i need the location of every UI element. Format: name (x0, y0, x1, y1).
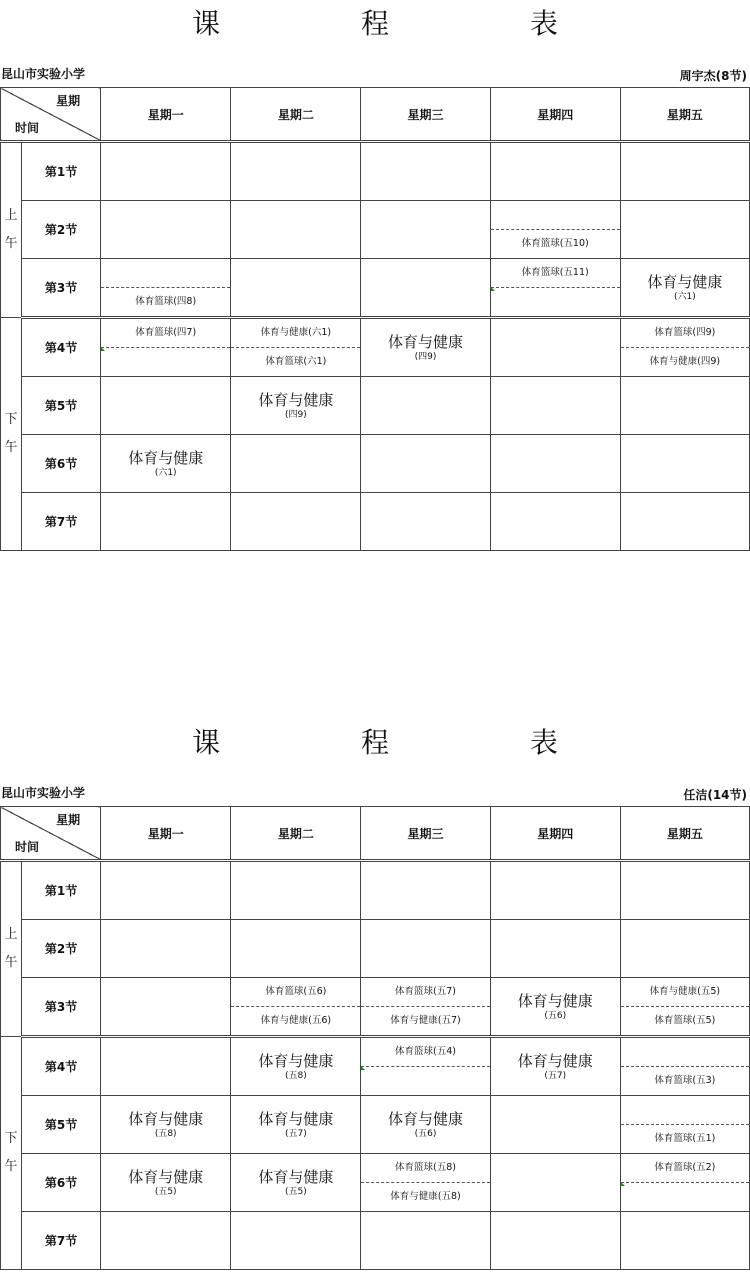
comment-marker-icon (491, 287, 495, 291)
period-row (1, 142, 750, 201)
schedule-cell (620, 377, 749, 435)
course-name: 体育与健康 (647, 272, 723, 291)
period-label: 第5节 (22, 1096, 101, 1154)
schedule-cell (490, 259, 620, 318)
schedule-cell (101, 978, 231, 1037)
class-name: (五6) (414, 1128, 437, 1139)
split-cell (491, 259, 620, 316)
afternoon-label: 下午 (1, 318, 22, 551)
day-header: 星期三 (361, 88, 490, 142)
period-label: 第6节 (22, 435, 101, 493)
schedule-cell (101, 920, 231, 978)
schedule-cell (620, 493, 749, 551)
schedule-cell (490, 1154, 620, 1212)
period-label: 第2节 (22, 920, 101, 978)
schedule-cell (490, 318, 620, 377)
diagonal-header-cell (1, 807, 101, 861)
class-name: (五8) (154, 1128, 177, 1139)
course-slot-top: 体育篮球(五11) (491, 259, 620, 288)
period-row (1, 1154, 750, 1212)
split-cell (621, 1154, 749, 1211)
course-slot-bottom: 体育与健康(五8) (390, 1191, 461, 1202)
course-name: 体育与健康 (517, 1051, 593, 1070)
period-row (1, 1037, 750, 1096)
schedule-title: 课 程 表 (192, 7, 624, 40)
course-slot-top: 体育篮球(五7) (361, 978, 489, 1007)
schedule-cell (101, 259, 231, 318)
comment-marker-icon (101, 347, 105, 351)
course-slot-bottom (621, 1183, 749, 1211)
period-row (1, 1096, 750, 1154)
split-cell (231, 319, 360, 376)
schedule-cell (231, 259, 361, 318)
schedule-cell (620, 142, 749, 201)
course-name: 体育与健康 (258, 1109, 334, 1128)
schedule-cell (490, 861, 620, 920)
course-name: 体育与健康 (128, 1167, 204, 1186)
schedule-cell (231, 201, 361, 259)
course-slot-top: 体育篮球(四9) (621, 319, 749, 348)
course-slot-bottom (361, 1067, 489, 1095)
period-label: 第5节 (22, 377, 101, 435)
class-name: (五7) (544, 1070, 567, 1081)
schedule-cell (620, 259, 749, 318)
schedule-cell (101, 201, 231, 259)
course-name: 体育与健康 (258, 390, 334, 409)
class-name: (四9) (414, 351, 437, 362)
schedule-cell (361, 493, 490, 551)
period-label: 第3节 (22, 259, 101, 318)
header-time-label: 时间 (15, 840, 40, 854)
schedule-cell (231, 978, 361, 1037)
schedule-cell (620, 861, 749, 920)
schedule-title: 课 程 表 (192, 726, 624, 759)
course-slot-top: 体育篮球(五8) (361, 1154, 489, 1183)
morning-label: 上午 (1, 861, 22, 1037)
schedule-cell (101, 1096, 231, 1154)
diagonal-header-cell (1, 88, 101, 142)
period-row (1, 201, 750, 259)
schedule-cell (361, 1037, 490, 1096)
course-slot-top: 体育与健康(五5) (621, 978, 749, 1007)
class-name: (六1) (154, 467, 177, 478)
schedule-cell (620, 978, 749, 1037)
schedule-cell (490, 920, 620, 978)
comment-marker-icon (621, 1182, 625, 1186)
course-slot-top (621, 1096, 749, 1125)
split-cell (621, 978, 749, 1035)
schedule-cell (620, 1212, 749, 1270)
period-label: 第7节 (22, 1212, 101, 1270)
schedule-cell (620, 920, 749, 978)
schedule-cell (361, 259, 490, 318)
day-header: 星期二 (231, 807, 361, 861)
period-label: 第4节 (22, 1037, 101, 1096)
split-cell (361, 1154, 489, 1211)
day-header: 星期三 (361, 807, 490, 861)
schedule-cell (231, 861, 361, 920)
day-header: 星期二 (231, 88, 361, 142)
period-label: 第1节 (22, 861, 101, 920)
period-label: 第1节 (22, 142, 101, 201)
schedule-cell (620, 1096, 749, 1154)
schedule-cell (101, 142, 231, 201)
period-row (1, 377, 750, 435)
period-row (1, 861, 750, 920)
course-slot-top (491, 201, 620, 230)
period-label: 第7节 (22, 493, 101, 551)
schedule-cell (231, 1212, 361, 1270)
course-slot-bottom (101, 348, 230, 376)
schedule-cell (231, 920, 361, 978)
schedule-cell (620, 201, 749, 259)
schedule-cell (101, 377, 231, 435)
schedule-cell (231, 318, 361, 377)
course-slot-top: 体育篮球(五6) (231, 978, 360, 1007)
schedule-cell (101, 1037, 231, 1096)
split-cell (101, 259, 230, 316)
period-row (1, 493, 750, 551)
schedule-cell (361, 318, 490, 377)
schedule-cell (620, 435, 749, 493)
course-slot-bottom: 体育与健康(五6) (260, 1015, 332, 1026)
schedule-cell (490, 142, 620, 201)
split-cell (101, 319, 230, 376)
schedule-cell (101, 435, 231, 493)
schedule-cell (101, 493, 231, 551)
course-name: 体育与健康 (258, 1167, 334, 1186)
school-name: 昆山市实验小学 (1, 786, 86, 800)
course-name: 体育与健康 (388, 332, 464, 351)
split-cell (491, 201, 620, 258)
schedule-cell (231, 1096, 361, 1154)
schedule-cell (620, 1154, 749, 1212)
day-header: 星期一 (101, 807, 231, 861)
split-cell (231, 978, 360, 1035)
schedule-cell (231, 435, 361, 493)
period-label: 第6节 (22, 1154, 101, 1212)
teacher-name: 周宇杰(8节) (679, 69, 747, 83)
course-name: 体育与健康 (258, 1051, 334, 1070)
class-name: (五5) (284, 1186, 307, 1197)
course-slot-bottom: 体育篮球(五3) (654, 1075, 716, 1086)
course-slot-bottom: 体育篮球(五10) (521, 238, 589, 249)
schedule-cell (490, 1096, 620, 1154)
schedule-cell (231, 142, 361, 201)
split-cell (621, 1038, 749, 1095)
school-name: 昆山市实验小学 (1, 67, 86, 81)
course-slot-top (621, 1038, 749, 1067)
course-slot-bottom: 体育篮球(六1) (265, 356, 327, 367)
afternoon-label: 下午 (1, 1037, 22, 1270)
header-row (1, 807, 750, 861)
day-header: 星期四 (490, 88, 620, 142)
period-label: 第4节 (22, 318, 101, 377)
schedule-cell (361, 861, 490, 920)
course-slot-top: 体育篮球(五4) (361, 1038, 489, 1067)
schedule-cell (361, 377, 490, 435)
period-row (1, 978, 750, 1037)
schedule-cell (490, 978, 620, 1037)
course-slot-top (101, 259, 230, 288)
header-time-label: 时间 (15, 121, 40, 135)
header-weekday-label: 星期 (56, 813, 81, 827)
course-name: 体育与健康 (388, 1109, 464, 1128)
schedule-cell (361, 142, 490, 201)
schedule-cell (231, 493, 361, 551)
course-name: 体育与健康 (128, 1109, 204, 1128)
class-name: (五6) (544, 1010, 567, 1021)
class-name: (五5) (154, 1186, 177, 1197)
header-row (1, 88, 750, 142)
course-slot-bottom: 体育篮球(四8) (135, 296, 197, 307)
class-name: (五8) (284, 1070, 307, 1081)
course-slot-top: 体育篮球(五2) (621, 1154, 749, 1183)
schedule-cell (101, 318, 231, 377)
period-label: 第3节 (22, 978, 101, 1037)
schedule-cell (361, 201, 490, 259)
course-slot-bottom (491, 288, 620, 316)
split-cell (621, 319, 749, 376)
course-slot-bottom: 体育与健康(四9) (649, 356, 721, 367)
course-slot-bottom: 体育与健康(五7) (390, 1015, 461, 1026)
schedule-cell (101, 1212, 231, 1270)
schedule-cell (361, 1154, 490, 1212)
schedule-cell (101, 861, 231, 920)
course-slot-top: 体育与健康(六1) (231, 319, 360, 348)
schedule-cell (490, 377, 620, 435)
schedule-cell (231, 1037, 361, 1096)
schedule-cell (490, 493, 620, 551)
split-cell (621, 1096, 749, 1153)
morning-label: 上午 (1, 142, 22, 318)
day-header: 星期四 (490, 807, 620, 861)
day-header: 星期一 (101, 88, 231, 142)
course-slot-top: 体育篮球(四7) (101, 319, 230, 348)
schedule-cell (361, 1096, 490, 1154)
class-name: (五7) (284, 1128, 307, 1139)
teacher-name: 任洁(14节) (683, 788, 747, 802)
period-row (1, 1212, 750, 1270)
schedule-cell (101, 1154, 231, 1212)
schedule-cell (620, 1037, 749, 1096)
course-name: 体育与健康 (128, 448, 204, 467)
schedule-cell (361, 435, 490, 493)
period-label: 第2节 (22, 201, 101, 259)
header-weekday-label: 星期 (56, 94, 81, 108)
schedule-cell (490, 201, 620, 259)
timetable-grid (0, 806, 750, 1270)
period-row (1, 259, 750, 318)
course-slot-bottom: 体育篮球(五5) (654, 1015, 716, 1026)
schedule-cell (361, 978, 490, 1037)
split-cell (361, 978, 489, 1035)
timetable-grid (0, 87, 750, 551)
comment-marker-icon (361, 1066, 365, 1070)
period-row (1, 318, 750, 377)
day-header: 星期五 (620, 88, 749, 142)
course-name: 体育与健康 (517, 991, 593, 1010)
period-row (1, 435, 750, 493)
class-name: (四9) (284, 409, 307, 420)
period-row (1, 920, 750, 978)
day-header: 星期五 (620, 807, 749, 861)
schedule-cell (490, 1212, 620, 1270)
split-cell (361, 1038, 489, 1095)
schedule-cell (620, 318, 749, 377)
schedule-cell (231, 1154, 361, 1212)
schedule-cell (361, 920, 490, 978)
schedule-cell (361, 1212, 490, 1270)
schedule-cell (490, 435, 620, 493)
course-slot-bottom: 体育篮球(五1) (654, 1133, 716, 1144)
class-name: (六1) (674, 291, 696, 302)
schedule-cell (231, 377, 361, 435)
schedule-cell (490, 1037, 620, 1096)
